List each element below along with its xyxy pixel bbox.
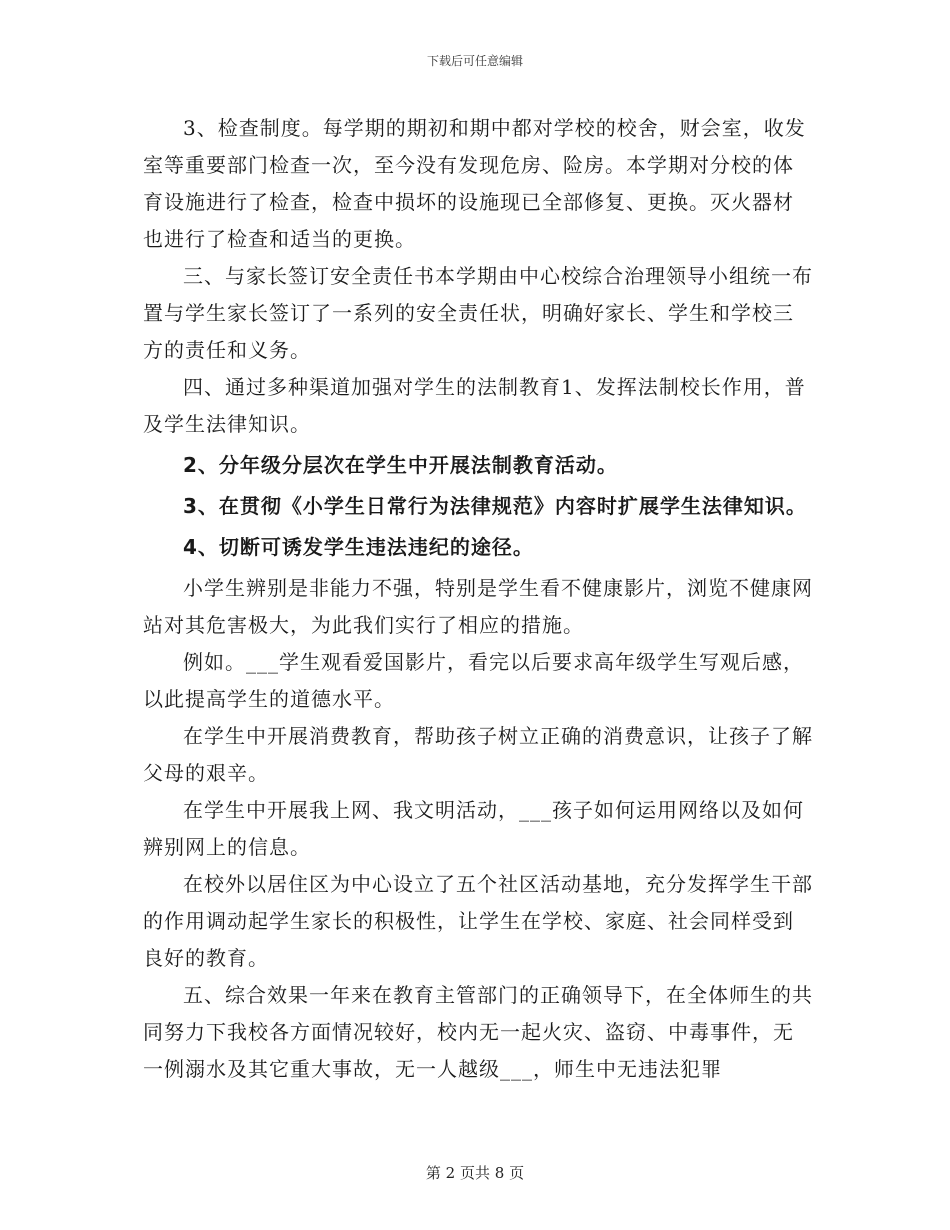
page-footer: 第 2 页共 8 页 — [425, 1164, 525, 1182]
page-header: 下载后可任意编辑 — [426, 54, 523, 68]
document-body — [143, 110, 813, 1088]
paragraph-community-bases: 在校外以居住区为中心设立了五个社区活动基地，充分发挥学生干部的作用调动起学生家长的积极性，让学生在学校、家庭、社会同样受到良好的教育。 — [143, 872, 813, 970]
paragraph-legal-education: 四、通过多种渠道加强对学生的法制教育1、发挥法制校长作用，普及学生法律知识。 — [143, 375, 806, 436]
paragraph-graded-activities: 2、分年级分层次在学生中开展法制教育活动。 — [183, 453, 618, 477]
paragraph-consumer-education: 在学生中开展消费教育，帮助孩子树立正确的消费意识，让孩子了解父母的艰辛。 — [143, 724, 813, 785]
paragraph-discernment: 小学生辨别是非能力不强，特别是学生看不健康影片，浏览不健康网站对其危害极大，为此我们实行了相应的措施。 — [143, 576, 813, 637]
paragraph-behavior-norms: 3、在贯彻《小学生日常行为法律规范》内容时扩展学生法律知识。 — [183, 494, 807, 518]
paragraph-example-films: 例如。___学生观看爱国影片，看完以后要求高年级学生写观后感，以此提高学生的道德水平。 — [143, 650, 804, 711]
paragraph-internet-civility: 在学生中开展我上网、我文明活动，___孩子如何运用网络以及如何辨别网上的信息。 — [143, 798, 804, 859]
paragraph-overall-results: 五、综合效果一年来在教育主管部门的正确领导下，在全体师生的共同努力下我校各方面情况较好，校内无一起火灾、盗窃、中毒事件，无一例溺水及其它重大事故，无一人越级___，师生中无违法犯罪 — [143, 983, 813, 1081]
paragraph-inspection-system: 3、检查制度。每学期的期初和期中都对学校的校舍，财会室，收发室等重要部门检查一次，至今没有发现危房、险房。本学期对分校的体育设施进行了检查，检查中损坏的设施现已全部修复、更换。灭火器材也进行了检查和适当的更换。 — [143, 116, 806, 251]
paragraph-cut-off-paths: 4、切断可诱发学生违法违纪的途径。 — [183, 535, 534, 559]
paragraph-parent-safety-agreement: 三、与家长签订安全责任书本学期由中心校综合治理领导小组统一布置与学生家长签订了一系列的安全责任状，明确好家长、学生和学校三方的责任和义务。 — [143, 264, 813, 362]
